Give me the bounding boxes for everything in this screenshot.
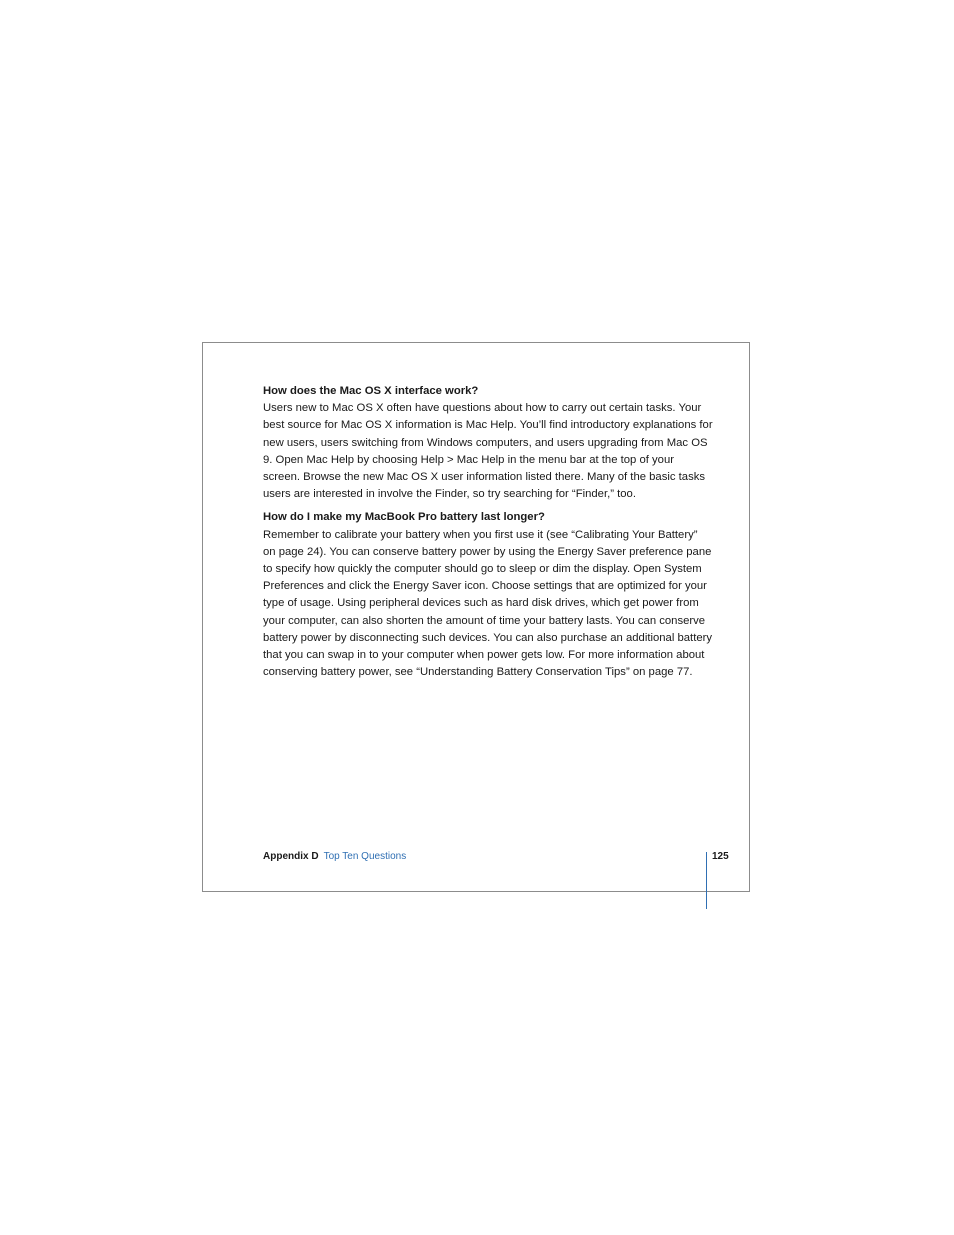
page-content [263,383,713,687]
faq-answer: Users new to Mac OS X often have questions about how to carry out certain tasks. Your best source for Mac OS X information is Mac Help. You’ll find introductory explanations for new users, users switching from Windows computers, and users upgrading from Mac OS 9. Open Mac Help by choosing Help > Mac Help in the menu bar at the top of your screen. Browse the new Mac OS X user information listed there. Many of the basic tasks users are interested in involve the Finder, so try searching for “Finder,” too. [263,402,713,501]
footer-chapter [263,850,406,864]
faq-question: How do I make my MacBook Pro battery last longer? [263,511,545,524]
chapter-title-link[interactable]: Top Ten Questions [323,851,407,862]
faq-question: How does the Mac OS X interface work? [263,385,479,397]
appendix-label: Appendix D [263,851,319,862]
faq-answer: Remember to calibrate your battery when you first use it (see “Calibrating Your Battery” on page 24). You can conserve battery power by using the Energy Saver preference pane to specify how quickly the computer should go to sleep or dim the display. Open System Preferences and click the Energy Saver icon. Choose settings that are optimized for your type of usage. Using peripheral devices such as hard disk drives, which get power from your computer, can also shorten the amount of time your battery lasts. You can conserve battery power by disconnecting such devices. You can also purchase an additional battery that you can swap in to your computer when power gets low. For more information about conserving battery power, see “Understanding Battery Conservation Tips” on page 77. [263,528,713,679]
page-number-rule [706,852,707,909]
page-number: 125 [712,851,729,862]
faq-item-battery [263,509,713,681]
faq-item-interface [263,383,713,503]
